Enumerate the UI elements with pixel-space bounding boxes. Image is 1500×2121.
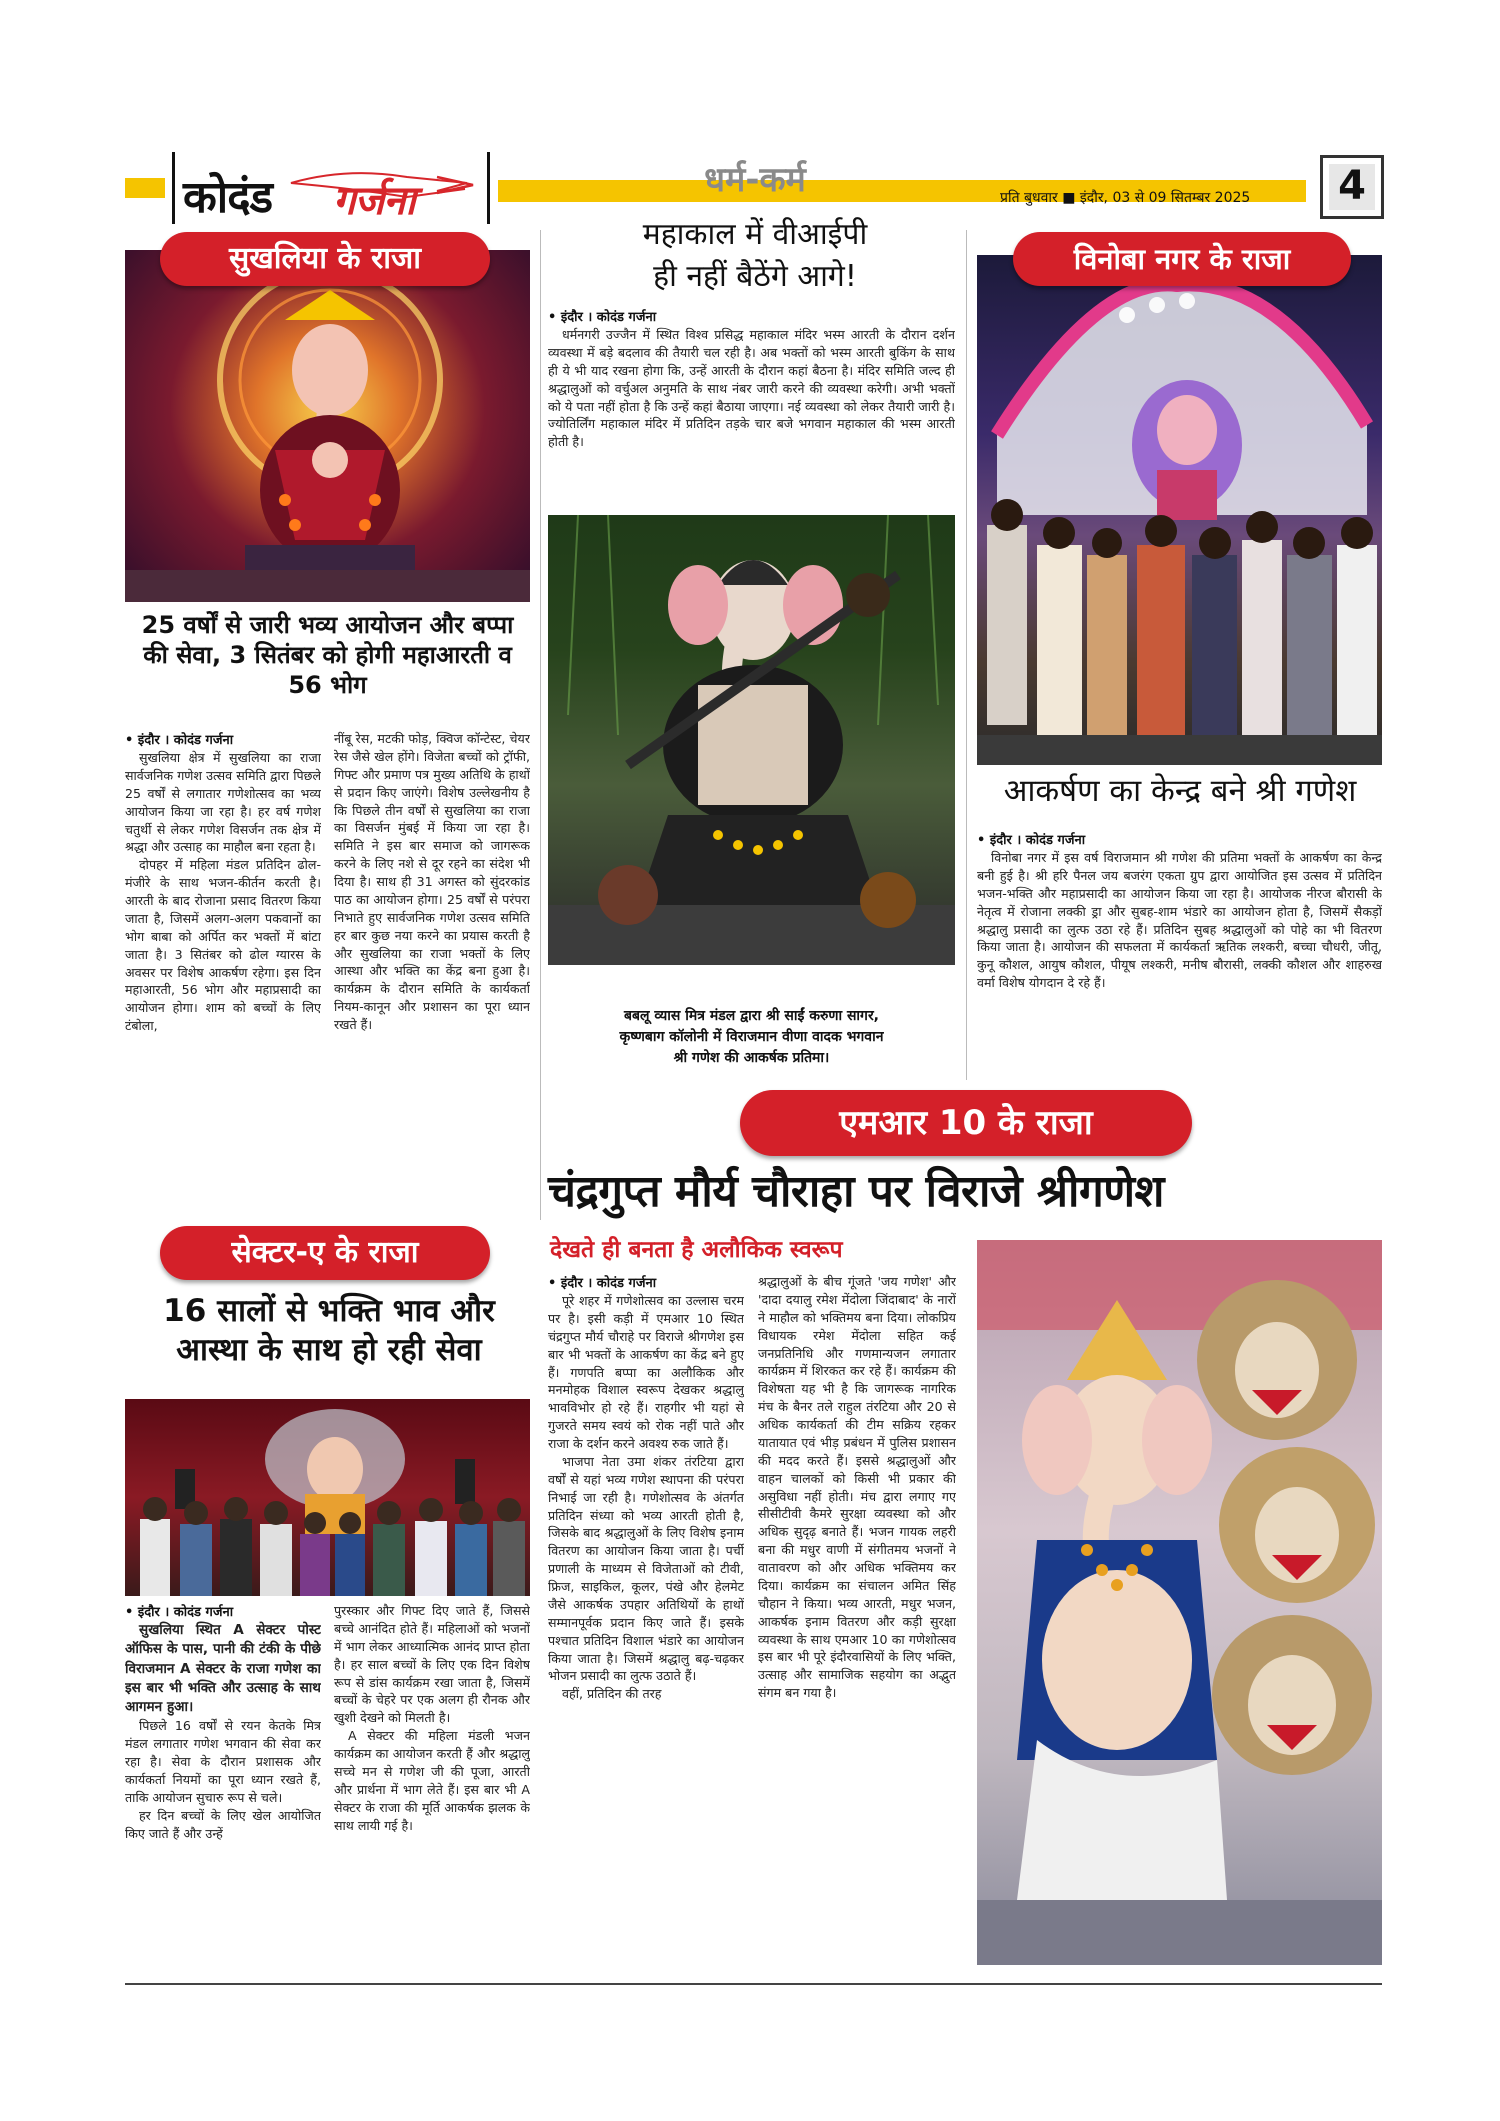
sectorA-banner: सेक्टर-ए के राजा	[160, 1226, 490, 1280]
vinoba-crowd-photo	[977, 255, 1382, 765]
sectorA-col1-para2: हर दिन बच्चों के लिए खेल आयोजित किए जाते हैं और उन्हें	[125, 1807, 321, 1841]
mahakal-body-para: धर्मनगरी उज्जैन में स्थित विश्व प्रसिद्ध महाकाल मंदिर भस्म आरती के दौरान दर्शन व्यवस्था में बड़े बदलाव की तैयारी चल रही है। अब भक्तों को भस्म आरती बुकिंग के साथ ही ये भी याद रखना होगा कि, उन्हें आरती के दौरान कहां बैठना है। मंदिर समिति जल्द ही श्रद्धालुओं को वर्चुअल अनुमति के साथ नंबर जारी करने की व्यवस्था करेगी। अभी भक्तों को ये पता नहीं होता है कि उन्हें कहां बैठाया जाएगा। नई व्यवस्था को लेकर तैयारी जारी है। ज्योतिर्लिंग महाकाल मंदिर में प्रतिदिन तड़के चार बजे भगवान महाकाल की भस्म आरती होती है।	[548, 327, 955, 450]
veena-photo-caption-2: कृष्णबाग कॉलोनी में विराजमान वीणा वादक भगवान	[619, 1029, 884, 1045]
vinoba-body	[977, 849, 1382, 1081]
column-divider-right	[966, 230, 967, 1080]
sukhaliya-headline: 25 वर्षों से जारी भव्य आयोजन और बप्पा की सेवा, 3 सितंबर को होगी महाआरती व 56 भोग	[141, 611, 514, 699]
header-rule-2	[487, 152, 490, 224]
veena-photo-caption-1: बबलू व्यास मित्र मंडल द्वारा श्री साईं करुणा सागर,	[624, 1008, 879, 1024]
sectorA-col2-para1: पुरस्कार और गिफ्ट दिए जाते हैं, जिससे बच्चे आनंदित होते हैं। महिलाओं को भजनों में भाग लेकर आध्यात्मिक आनंद प्राप्त होता है। हर साल बच्चों के लिए एक दिन विशेष रूप से डांस कार्यक्रम रखा जाता है, जिसमें बच्चों के चेहरे पर एक अलग ही रौनक और खुशी देखने को मिलती है।	[334, 1603, 530, 1726]
mahakal-headline-2: ही नहीं बैठेंगे आगे!	[653, 259, 857, 294]
sukhaliya-col1-para2: दोपहर में महिला मंडल प्रतिदिन ढोल-मंजीरे के साथ भजन-कीर्तन करती है। आरती के बाद रोजाना प्रसाद वितरण किया जाता है, जिसमें अलग-अलग पकवानों का भोग बाबा को अर्पित कर भक्तों में बांटा जाता है। 3 सितंबर को ढोल ग्यारस के अवसर पर विशेष आकर्षण रहेगा। इस दिन महाआरती, 56 भोग और महाप्रसादी का आयोजन होगा। शाम को बच्चों के लिए टंबोला,	[125, 857, 321, 1034]
page-number: 4	[1320, 155, 1384, 219]
sukhaliya-byline: • इंदौर । कोदंड गर्जना	[125, 733, 234, 748]
sectorA-lead: सुखलिया स्थित A सेक्टर पोस्ट ऑफिस के पास, पानी की टंकी के पीछे विराजमान A सेक्टर के राजा गणेश का इस बार भी भक्ति और उत्साह के साथ आगमन हुआ।	[125, 1622, 321, 1716]
sukhaliya-col2-para: नींबू रेस, मटकी फोड़, क्विज कॉन्टेस्ट, चेयर रेस जैसे खेल होंगे। विजेता बच्चों को ट्रॉफी, गिफ्ट और प्रमाण पत्र मुख्य अतिथि के हाथों से प्रदान किए जाएंगे। विशेष उल्लेखनीय है कि पिछले तीन वर्षों से सुखलिया का राजा का विसर्जन मुंबई में किया जा रहा है। समिति ने इस बार समाज को जागरूक करने के लिए नशे से दूर रहने का संदेश भी दिया है। साथ ही 31 अगस्त को सुंदरकांड पाठ का आयोजन होगा। 25 वर्षों से परंपरा निभाते हुए सार्वजनिक गणेश उत्सव समिति हर बार कुछ नया करने का प्रयास करती है और सुखलिया का राजा भक्तों के लिए आस्था और भक्ति का केंद्र बना हुआ है। कार्यक्रम के दौरान समिति के कार्यकर्ता नियम-कानून और प्रशासन का पूरा ध्यान रखते हैं।	[334, 731, 530, 1032]
vinoba-body-para: विनोबा नगर में इस वर्ष विराजमान श्री गणेश की प्रतिमा भक्तों के आकर्षण का केन्द्र बनी हुई है। श्री हरि पैनल जय बजरंग एकता ग्रुप द्वारा आयोजित इस उत्सव में प्रतिदिन भजन-भक्ति और महाप्रसादी का आयोजन किया जा रहा है। आयोजक नीरज बौरासी के नेतृत्व में रोजाना लक्की ड्रा और सुबह-शाम भंडारे का आयोजन होता है, जिसमें सैकड़ों श्रद्धालु प्रसादी का लुत्फ उठा रहे हैं। प्रतिदिन सुबह श्रद्धालुओं को पोहे का भी वितरण किया जाता है। आयोजन की सफलता में कार्यकर्ता ऋतिक लश्करी, बच्चा चौधरी, जीतू, कुनू कौशल, आयुष कौशल, पीयूष लश्करी, मनीष बौरासी, लक्की कौशल और शाहरुख वर्मा विशेष योगदान दे रहे हैं।	[977, 850, 1382, 991]
column-divider-left	[540, 230, 541, 1220]
mahakal-body	[548, 326, 955, 506]
sukhaliya-col-2	[334, 730, 530, 1218]
dateline: प्रति बुधवार ■ इंदौर, 03 से 09 सितम्बर 2025	[1000, 190, 1251, 206]
mr10-headline: चंद्रगुप्त मौर्य चौराहा पर विराजे श्रीगणेश	[548, 1166, 1164, 1217]
mr10-col-2	[758, 1273, 956, 1973]
bottom-rule	[125, 1983, 1382, 1985]
mahakal-headline-1: महाकाल में वीआईपी	[642, 217, 868, 252]
sectorA-col2-para2: A सेक्टर की महिला मंडली भजन कार्यक्रम का आयोजन करती हैं और श्रद्धालु सच्चे मन से गणेश जी की पूजा, आरती और प्रार्थना में भाग लेते हैं। इस बार भी A सेक्टर के राजा की मूर्ति आकर्षक झलक के साथ लायी गई है।	[334, 1728, 530, 1833]
sectorA-byline: • इंदौर । कोदंड गर्जना	[125, 1605, 234, 1620]
header-bar-left	[125, 178, 165, 198]
mr10-col1-para1: पूरे शहर में गणेशोत्सव का उल्लास चरम पर है। इसी कड़ी में एमआर 10 स्थित चंद्रगुप्त मौर्य चौराहे पर विराजे श्रीगणेश इस बार भी भक्तों के आकर्षण का केंद्र बने हुए हैं। गणपति बप्पा का अलौकिक और मनमोहक विशाल स्वरूप देखकर श्रद्धालु भावविभोर हो रहे हैं। राहगीर भी यहां से गुजरते समय स्वयं को रोक नहीं पाते और राजा के दर्शन करने अवश्य रुक जाते हैं।	[548, 1293, 744, 1451]
sectorA-col-1	[125, 1621, 321, 1973]
header-rule-1	[172, 152, 175, 224]
mr10-ganesh-lion-photo	[977, 1240, 1382, 1965]
mr10-subhead: देखते ही बनता है अलौकिक स्वरूप	[550, 1237, 843, 1263]
sukhaliya-banner: सुखलिया के राजा	[160, 232, 490, 286]
sukhaliya-ganesh-photo	[125, 250, 530, 602]
sukhaliya-col-1	[125, 749, 321, 1219]
mr10-col2-para: श्रद्धालुओं के बीच गूंजते 'जय गणेश' और 'दादा दयालु रमेश मेंदोला जिंदाबाद' के नारों ने माहौल को भक्तिमय बना दिया। लोकप्रिय विधायक रमेश मेंदोला सहित कई जनप्रतिनिधि और गणमान्यजन लगातार कार्यक्रम में शिरकत कर रहे हैं। कार्यक्रम की विशेषता यह भी है कि जागरूक नागरिक मंच के बैनर तले राहुल तंरटिया और 20 से अधिक कार्यकर्ता की टीम सक्रिय रहकर यातायात एवं भीड़ प्रबंधन में पुलिस प्रशासन की मदद करते हैं। इससे श्रद्धालुओं और वाहन चालकों को किसी भी प्रकार की असुविधा नहीं होती। मंच द्वारा लगाए गए सीसीटीवी कैमरे सुरक्षा व्यवस्था को और अधिक सुदृढ़ बनाते हैं। भजन गायक लहरी बना की मधुर वाणी में संगीतमय भजनों ने वातावरण को और अधिक भक्तिमय कर दिया। कार्यक्रम का संचालन अमित सिंह चौहान ने किया। भव्य आरती, मधुर भजन, आकर्षक इनाम वितरण और कड़ी सुरक्षा व्यवस्था के साथ एमआर 10 का गणेशोत्सव इस बार भी पूरे इंदौरवासियों के लिए भक्ति, उत्साह और सामाजिक सहयोग का अद्भुत संगम बन गया है।	[758, 1274, 956, 1701]
mahakal-byline: • इंदौर । कोदंड गर्जना	[548, 310, 657, 325]
logo-part-1: कोदंड	[183, 172, 273, 223]
mr10-col-1	[548, 1292, 744, 1972]
sukhaliya-col1-para1: सुखलिया क्षेत्र में सुखलिया का राजा सार्वजनिक गणेश उत्सव समिति द्वारा पिछले 25 वर्षों से लगातार गणेशोत्सव का भव्य आयोजन किया जा रहा है। हर वर्ष गणेश चतुर्थी से लेकर गणेश विसर्जन तक क्षेत्र में श्रद्धा और उत्साह का माहौल बना रहता है।	[125, 750, 321, 855]
sectorA-col-2	[334, 1602, 530, 1973]
mr10-col1-para2: भाजपा नेता उमा शंकर तंरटिया द्वारा वर्षों से यहां भव्य गणेश स्थापना की परंपरा निभाई जा रही है। गणेशोत्सव के अंतर्गत प्रतिदिन संध्या को भव्य आरती होती है, जिसके बाद श्रद्धालुओं के लिए विशेष इनाम वितरण का आयोजन किया जाता है। पर्ची प्रणाली के माध्यम से विजेताओं को टीवी, फ्रिज, साइकिल, कूलर, पंखे और हेलमेट जैसे आकर्षक उपहार अतिथियों के हाथों सम्मानपूर्वक प्रदान किए जाते हैं। इसके पश्चात प्रतिदिन विशाल भंडारे का आयोजन किया जाता है। जिसमें श्रद्धालु बढ़-चढ़कर भोजन प्रसादी का लुत्फ उठाते हैं।	[548, 1453, 744, 1684]
veena-photo-caption-3: श्री गणेश की आकर्षक प्रतिमा।	[673, 1050, 830, 1066]
vinoba-byline: • इंदौर । कोदंड गर्जना	[977, 833, 1086, 848]
sectorA-group-photo	[125, 1399, 530, 1596]
sectorA-headline: 16 सालों से भक्ति भाव और आस्था के साथ हो रही सेवा	[163, 1293, 495, 1368]
mr10-banner: एमआर 10 के राजा	[740, 1090, 1192, 1156]
veena-ganesh-photo	[548, 515, 955, 965]
vinoba-headline: आकर्षण का केन्द्र बने श्री गणेश	[1003, 773, 1357, 809]
sectorA-col1-para1: पिछले 16 वर्षों से रयन केतके मित्र मंडल लगातार गणेश भगवान की सेवा कर रहा है। सेवा के दौरान प्रशासक और कार्यकर्ता नियमों का पूरा ध्यान रखते हैं, ताकि आयोजन सुचारु रूप से चले।	[125, 1718, 321, 1805]
mr10-col1-para3: वहीं, प्रतिदिन की तरह	[562, 1686, 662, 1702]
section-title: धर्म-कर्म	[704, 160, 806, 200]
masthead-logo	[183, 163, 483, 225]
logo-part-2: गर्जना	[333, 178, 415, 224]
vinoba-banner: विनोबा नगर के राजा	[1013, 232, 1351, 286]
mr10-byline: • इंदौर । कोदंड गर्जना	[548, 1276, 657, 1291]
